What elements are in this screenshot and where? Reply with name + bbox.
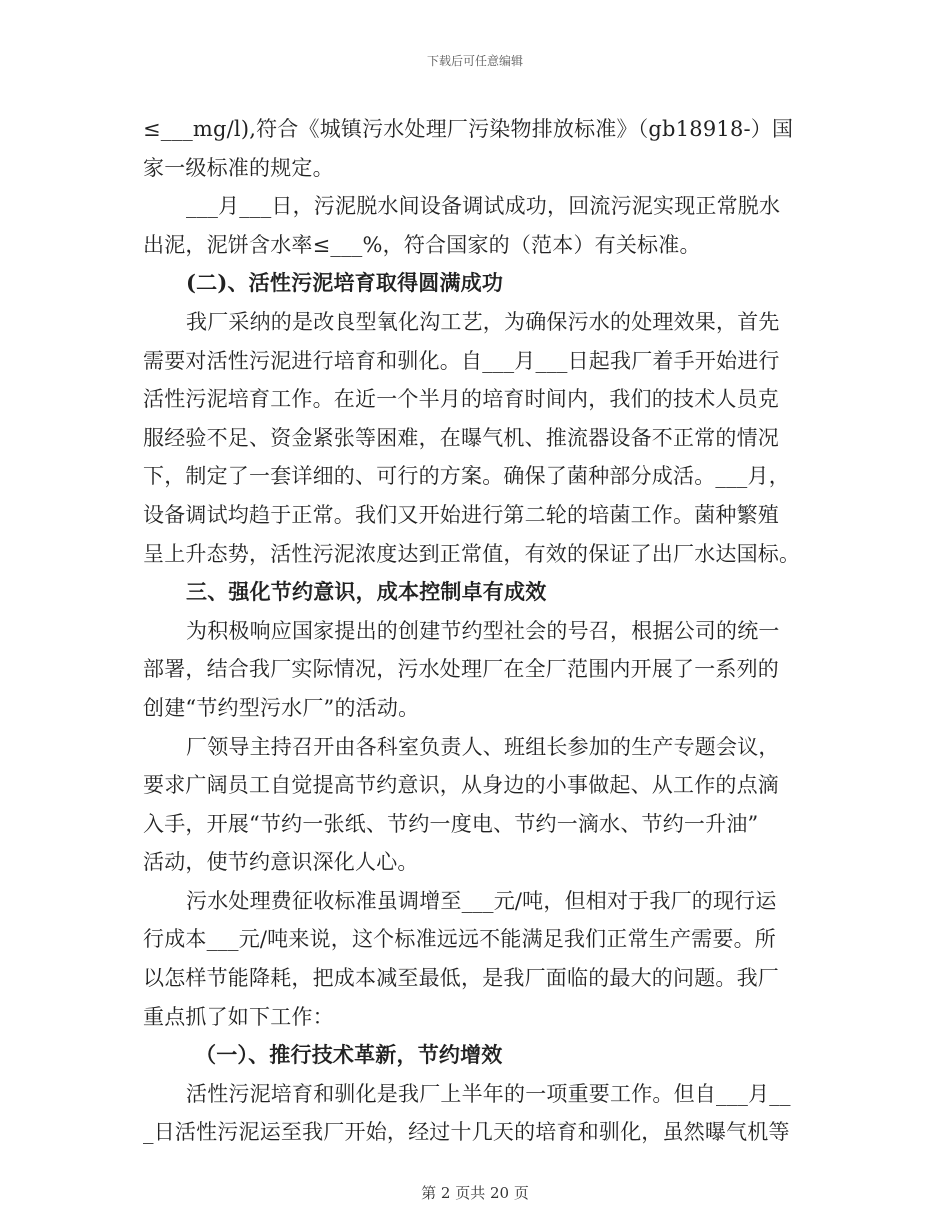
- section-heading: 三、强化节约意识，成本控制卓有成效: [186, 579, 547, 605]
- header-note: 下载后可任意编辑: [426, 54, 523, 68]
- text-line: 创建“节约型污水厂”的活动。: [143, 695, 420, 720]
- text-line: 为积极响应国家提出的创建节约型社会的号召，根据公司的统一: [186, 618, 780, 643]
- section-heading: （一）、推行技术革新，节约增效: [195, 1042, 503, 1068]
- text-line: 重点抓了如下工作：: [143, 1004, 334, 1029]
- text-line: 活性污泥培育工作。在近一个半月的培育时间内，我们的技术人员克: [143, 387, 779, 412]
- text-line: 行成本___元/吨来说，这个标准远远不能满足我们正常生产需要。所: [143, 927, 776, 952]
- text-line: 设备调试均趋于正常。我们又开始进行第二轮的培菌工作。菌种繁殖: [143, 502, 779, 527]
- text-line: 要求广阔员工自觉提高节约意识，从身边的小事做起、从工作的点滴: [143, 773, 779, 798]
- text-line: 出泥，泥饼含水率≤___%，符合国家的（范本）有关标准。: [143, 232, 701, 257]
- text-line: 污水处理费征收标准虽调增至___元/吨，但相对于我厂的现行运: [186, 888, 777, 913]
- text-line: 家一级标准的规定。: [143, 155, 334, 180]
- text-line: 我厂采纳的是改良型氧化沟工艺，为确保污水的处理效果，首先: [186, 309, 780, 334]
- text-line: _日活性污泥运至我厂开始，经过十几天的培育和驯化，虽然曝气机等: [143, 1120, 790, 1145]
- page-number: 第 2 页共 20 页: [421, 1184, 529, 1202]
- text-line: 厂领导主持召开由各科室负责人、班组长参加的生产专题会议，: [186, 734, 780, 759]
- body-text: [143, 110, 809, 1152]
- text-line: 需要对活性污泥进行培育和驯化。自___月___日起我厂着手开始进行: [143, 348, 780, 373]
- text-line: 活动，使节约意识深化人心。: [143, 850, 419, 875]
- text-line: 入手，开展“节约一张纸、节约一度电、节约一滴水、节约一升油”: [143, 811, 759, 836]
- text-line: ≤___mg/l),符合《城镇污水处理厂污染物排放标准》（gb18918-）国: [143, 117, 794, 141]
- text-line: 下，制定了一套详细的、可行的方案。确保了菌种部分成活。___月，: [143, 464, 790, 489]
- section-heading: (二)、活性污泥培育取得圆满成功: [186, 270, 504, 296]
- text-line: 以怎样节能降耗，把成本减至最低，是我厂面临的最大的问题。我厂: [143, 966, 779, 991]
- text-line: 部署，结合我厂实际情况，污水处理厂在全厂范围内开展了一系列的: [143, 657, 779, 682]
- text-line: 呈上升态势，活性污泥浓度达到正常值，有效的保证了出厂水达国标。: [143, 541, 801, 566]
- text-line: ___月___日，污泥脱水间设备调试成功，回流污泥实现正常脱水: [186, 194, 781, 219]
- text-line: 服经验不足、资金紧张等困难，在曝气机、推流器设备不正常的情况: [143, 425, 779, 450]
- text-line: 活性污泥培育和驯化是我厂上半年的一项重要工作。但自___月__: [186, 1081, 791, 1106]
